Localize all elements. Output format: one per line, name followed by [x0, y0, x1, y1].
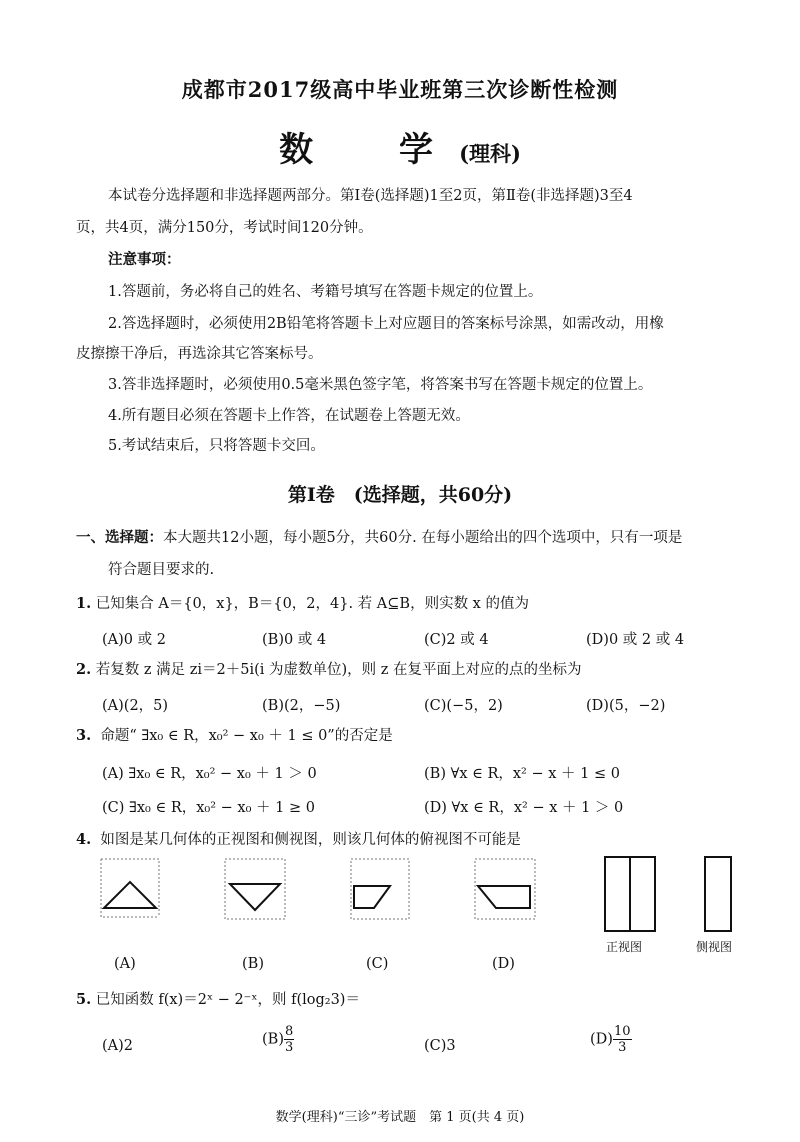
q1-option-a: (A)0 或 2	[102, 632, 166, 648]
note-item-5: 5.考试结束后，只将答题卡交回。	[108, 438, 325, 454]
q1-number: 1.	[76, 595, 92, 612]
q5-option-d	[590, 1024, 632, 1055]
q4-option-b: (B)	[242, 956, 264, 972]
q5-d-numerator: 10	[613, 1024, 631, 1039]
q3-number: 3.	[76, 727, 92, 744]
q4-figure-b	[224, 858, 286, 920]
q4-stem: 如图是某几何体的正视图和侧视图，则该几何体的俯视图不可能是	[100, 832, 521, 848]
q5-option-b	[262, 1024, 294, 1055]
q5-option-a: (A)2	[102, 1038, 134, 1054]
question-2	[76, 660, 582, 680]
note-item-2b: 皮擦擦干净后，再选涂其它答案标号。	[76, 346, 323, 362]
q5-d-label: (D)	[590, 1031, 613, 1048]
q1-stem: 已知集合 A＝{0，x}，B＝{0，2，4}. 若 A⊆B，则实数 x 的值为	[95, 596, 529, 612]
q5-b-denominator: 3	[284, 1040, 294, 1055]
section-instructions	[76, 528, 682, 548]
subject-heading	[0, 122, 800, 171]
q5-d-fraction	[613, 1024, 632, 1055]
q2-stem: 若复数 z 满足 zi＝2＋5i(i 为虚数单位)，则 z 在复平面上对应的点的坐标为	[95, 662, 582, 678]
section-title: 第Ⅰ卷 (选择题，共60分)	[287, 484, 513, 506]
q2-option-c: (C)(−5，2)	[424, 698, 503, 714]
q1-option-c: (C)2 或 4	[424, 632, 489, 648]
subject-note: (理科)	[459, 141, 521, 166]
q4-figure-a	[100, 858, 160, 918]
q3-stem: 命题“ ∃x₀ ∈ R，x₀² − x₀ ＋ 1 ≤ 0”的否定是	[100, 728, 393, 744]
q2-number: 2.	[76, 661, 92, 678]
q5-b-numerator: 8	[284, 1024, 294, 1039]
q5-d-denominator: 3	[618, 1040, 627, 1055]
q3-option-a: (A) ∃x₀ ∈ R，x₀² − x₀ ＋ 1 ＞ 0	[102, 766, 317, 782]
exam-title: 成都市2017级高中毕业班第三次诊断性检测	[181, 77, 619, 102]
page-footer: 数学(理科)“三诊”考试题 第 1 页(共 4 页)	[275, 1110, 525, 1125]
q1-option-d: (D)0 或 2 或 4	[586, 632, 685, 648]
intro-line-1: 本试卷分选择题和非选择题两部分。第Ⅰ卷(选择题)1至2页，第Ⅱ卷(非选择题)3至4	[108, 188, 633, 204]
q4-figure-d	[474, 858, 536, 920]
q5-b-fraction	[284, 1024, 294, 1055]
notes-heading: 注意事项：	[108, 251, 181, 268]
note-item-2a: 2.答选择题时，必须使用2B铅笔将答题卡上对应题目的答案标号涂黑，如需改动，用橡	[108, 316, 664, 332]
q2-option-d: (D)(5，−2)	[586, 698, 666, 714]
note-item-3: 3.答非选择题时，必须使用0.5毫米黑色签字笔，将答案书写在答题卡规定的位置上。	[108, 377, 653, 393]
q4-figure-c	[350, 858, 410, 920]
q5-option-c: (C)3	[424, 1038, 456, 1054]
q1-option-b: (B)0 或 4	[262, 632, 327, 648]
side-view-label: 侧视图	[696, 940, 733, 954]
q4-option-c: (C)	[366, 956, 389, 972]
subject-name: 数 学	[279, 130, 460, 170]
instr-line-1: 本大题共12小题，每小题5分，共60分. 在每小题给出的四个选项中，只有一项是	[163, 530, 683, 546]
q2-option-b: (B)(2，−5)	[262, 698, 341, 714]
q3-option-b: (B) ∀x ∈ R，x² − x ＋ 1 ≤ 0	[424, 766, 620, 782]
question-1	[76, 594, 529, 614]
q4-front-view	[604, 856, 656, 932]
q4-side-view	[704, 856, 732, 932]
q5-b-label: (B)	[262, 1031, 284, 1048]
q3-option-c: (C) ∃x₀ ∈ R，x₀² − x₀ ＋ 1 ≥ 0	[102, 800, 315, 816]
q3-option-d: (D) ∀x ∈ R，x² − x ＋ 1 ＞ 0	[424, 800, 624, 816]
q4-option-a: (A)	[114, 956, 136, 972]
instr-line-2: 符合题目要求的.	[108, 562, 215, 578]
note-item-1: 1.答题前，务必将自己的姓名、考籍号填写在答题卡规定的位置上。	[108, 284, 543, 300]
front-view-label: 正视图	[606, 940, 643, 954]
q5-number: 5.	[76, 991, 92, 1008]
q4-number: 4.	[76, 831, 92, 848]
question-4	[76, 830, 521, 850]
question-5	[76, 990, 360, 1010]
q4-option-d: (D)	[492, 956, 515, 972]
intro-line-2: 页，共4页，满分150分，考试时间120分钟。	[76, 220, 373, 236]
instr-label: 一、选择题：	[76, 529, 163, 546]
question-3	[76, 726, 393, 746]
note-item-4: 4.所有题目必须在答题卡上作答，在试题卷上答题无效。	[108, 408, 470, 424]
q5-stem: 已知函数 f(x)＝2ˣ − 2⁻ˣ，则 f(log₂3)＝	[95, 992, 360, 1008]
q2-option-a: (A)(2，5)	[102, 698, 169, 714]
